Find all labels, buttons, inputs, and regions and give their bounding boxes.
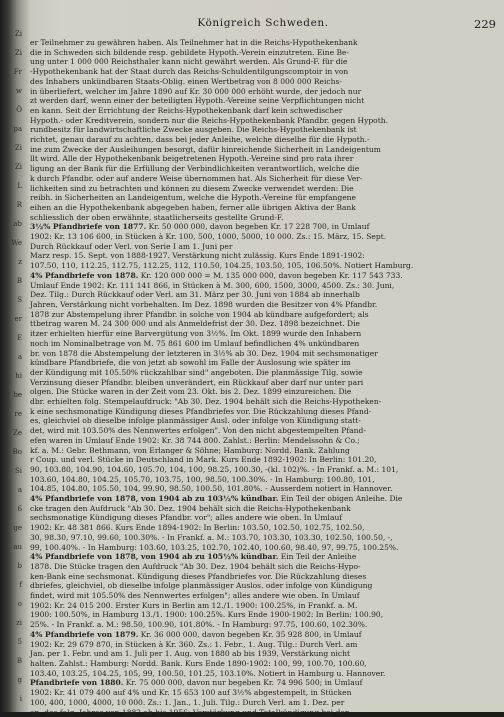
text-line: findet, wird mit 105.50% des Nennwertes erfolgen"; alles andere wie oben. In Umlauf (30, 591, 360, 601)
gutter-fragment: Ze (12, 429, 22, 437)
left-gutter-fragments (0, 30, 24, 712)
text-line: 1902: Kr. 24 015 200. Erster Kurs in Berlin am 12./1. 1900: 100.25%, in Frankf. a. M. (30, 600, 358, 610)
gutter-fragment: o (17, 600, 22, 608)
text-line: en kann. Seit der Errichtung der Reichs-Hypothekenbank darf kein schwedischer (30, 105, 343, 115)
gutter-fragment: Ö (16, 106, 22, 114)
gutter-fragment: Zi (14, 49, 22, 57)
running-header (24, 17, 502, 33)
text-line: 104.85, 104.80, 105.50, 104, 99.90, 98.50, 100.50, 101.80%. - Ausserdem notiert in Hannover. (30, 484, 393, 494)
text-line: ken-Bank eine sechsmonat. Kündigung dieses Pfandbriefes vor. Die Rückzahlung dieses (30, 571, 367, 581)
text-line: an. des folg. Jahres von 1882 ab bis 1956; Verstärkung und Totalkündigung bei den (30, 707, 350, 717)
section-heading-line: 4% Pfandbriefe von 1878, von 1904 ab zu 103½% kündbar. Ein Teil der obigen Anleihe. Die (30, 494, 403, 504)
section-heading-line: 4% Pfandbriefe von 1878. Kr. 120 000 000 = M. 135 000 000, davon begeben Kr. 117 543 733. (30, 270, 403, 280)
gutter-fragment: g (17, 676, 22, 684)
text-line: eihen an die Hypothekenbank abgegeben haben, ferner alle übrigen Aktiva der Bank (30, 202, 356, 212)
text-line: 103.40, 103.25, 104.25, 105, 99, 100.50, 101.25, 103.10%. Notiert in Hamburg u. Hannover. (30, 668, 386, 678)
page-title: Königreich Schweden. (197, 17, 329, 29)
gutter-fragment: ab (13, 220, 22, 228)
section-heading-line: 4% Pfandbriefe von 1878, von 1904 ab zu 105½% kündbar. Ein Teil der Anleihe (30, 552, 357, 562)
text-line: 1902: Kr. 13 106 600, in Stücken à Kr. 100, 500, 1000, 5000, 10 000. Zs.: 15. März, 15. Sept. (30, 232, 387, 242)
text-line: Dez. Tilg.: Durch Rückkauf oder Verl. am 31. März per 30. Juni von 1884 ab innerhalb (30, 290, 360, 300)
gutter-fragment: Zi (14, 163, 22, 171)
text-line: 1902: Kr. 29 679 870, in Stücken à Kr. 360. Zs.: 1. Febr., 1. Aug. Tilg.: Durch Verl. am (30, 639, 358, 649)
text-line: 1878 zur Abstempelung ihrer Pfandbr. in solche von 1904 ab kündbare aufgefordert; als (30, 309, 369, 319)
gutter-fragment: z (18, 258, 22, 266)
gutter-fragment: Si (14, 467, 22, 475)
text-line: Hypoth.- oder Kreditverein, sondern nur die Reichs-Hypothekenbank Pfandbr. gegen Hypoth. (30, 115, 389, 125)
gutter-fragment: Fr (13, 68, 22, 76)
gutter-fragment: B (16, 657, 22, 665)
text-line: kündbare Pfandbriefe, die von jetzt ab sowohl im Falle der Auslosung wie später im (30, 358, 351, 368)
text-line: 103.60, 104.80, 104.25, 105.70, 103.75, 100, 98.50, 100.30%. - In Hamburg: 100.80, 101, (30, 474, 375, 484)
gutter-fragment: R (16, 201, 22, 209)
text-line: br. von 1878 die Abstempelung der letzteren in 3½% ab 30. Dez. 1904 mit sechsmonatiger (30, 348, 378, 358)
text-line: reibh. in Sicherheiten an Landeigentum, welche die Hypoth.-Vereine für empfangene (30, 193, 356, 203)
text-line: ung unter 1 000 000 Reichsthaler kann nicht gewährt werden. Als Grund-F. für die (30, 57, 348, 67)
section-heading-line: 3½% Pfandbriefe von 1877. Kr. 50 000 000, davon begeben Kr. 17 228 700, in Umlauf (30, 222, 370, 232)
text-line: r Coup. und verl. Stücke in Deutschland in Mark. Kurs Ende 1892-1902: In Berlin: 101.20, (30, 455, 377, 465)
text-line: 90, 103.80, 104.90, 104.60, 105.70, 104, 100, 98.25, 100.30, -(kl. 102)%. - In Frankf. a. M.: 101, (30, 464, 399, 474)
text-line: det, wird mit 103.50% des Nennwertes erfolgen". Von den nicht abgestempelten Pfand- (30, 426, 366, 436)
text-line: 1902: Kr. 48 381 866. Kurs Ende 1894-1902: In Berlin: 103.50, 102.50, 102.75, 102.50, (30, 523, 365, 533)
text-line: ine zum Zwecke der Ausleihungen besorgt, dafür hinreichende Sicherheit in Landeigentum (30, 144, 381, 154)
text-line: noch im Nominalbetrage von M. 75 861 600 im Umlauf befindlichen 4% unkündbaren (30, 338, 360, 348)
gutter-fragment: Zi (14, 30, 22, 38)
text-line: sechsmonatige Kündigung dieses Pfandbr. vor"; alles andere wie oben. In Umlauf (30, 513, 343, 523)
text-line: schliesslich der oben erwähnte, staatlicherseits gestellte Grund-F. (30, 212, 284, 222)
gutter-fragment: b (17, 562, 22, 570)
gutter-fragment: er (14, 315, 22, 323)
text-line: dbr. erhielten folg. Stempelaufdruck: "Ab 30. Dez. 1904 behält sich die Reichs-Hypotheken- (30, 397, 382, 407)
gutter-fragment: hi (15, 372, 22, 380)
text-line: ttbetrag waren M. 24 300 000 und als Anmeldefrist der 30. Dez. 1898 bezeichnet. Die (30, 319, 360, 329)
text-line: cke tragen den Aufdruck "Ab 30. Dez. 1904 behält sich die Reichs-Hypothekenbank (30, 503, 351, 513)
text-line: -Hypothekenbank hat der Staat durch das Reichs-Schuldentilgungscomptoir in von (30, 67, 349, 77)
section-heading-line: Pfandbriefe von 1880. Kr. 75 000 000, davon nur begeben Kr. 74 996 500; in Umlauf (30, 678, 363, 688)
text-line: 100, 400, 1000, 4000, 10 000. Zs.: 1. Jan., 1. Juli. Tilg.: Durch Verl. am 1. Dez. per (30, 697, 345, 707)
text-line: Verzinsung dieser Pfandbr. bleiben unverändert, ein Rückkauf aber darf nur unter pari (30, 377, 364, 387)
text-line: zt werden darf, wenn einer der beteiligten Hypoth.-Vereine seine Verpflichtungen nicht (30, 96, 365, 106)
gutter-fragment: L (17, 182, 22, 190)
text-line: Umlauf Ende 1902: Kr. 111 141 866, in Stücken à M. 300, 600, 1500, 3000, 4500. Zs.: 30. Juni, (30, 280, 395, 290)
text-line: llt wird. Alle der Hypothekenbank beigetretenen Hypoth.-Vereine sind pro rata ihrer (30, 154, 354, 164)
text-line: er Teilnehmer zu gewähren haben. Als Teilnehmer hat in die Reichs-Hypothekenbank (30, 38, 358, 47)
text-line: efen waren in Umlauf Ende 1902: Kr. 38 744 800. Zahlst.: Berlin: Mendelssohn & Co.; (30, 435, 360, 445)
text-line: 1878. Die Stücke tragen den Aufdruck "Ab 30. Dez. 1904 behält sich die Reichs-Hypo- (30, 561, 361, 571)
gutter-fragment: 6 (17, 505, 22, 513)
text-line: k eine sechsmonatige Kündigung dieses Pfandbriefes vor. Die Rückzahlung dieses Pfand- (30, 406, 372, 416)
text-line: 99, 100.40%. - In Hamburg: 103.60, 103.25, 102.70, 102.40, 100.60, 98.40, 97, 99.75, 100.25%. (30, 542, 399, 552)
text-line: 30, 98.30, 97.10, 99.60, 100.30%. - In Frankf. a. M.: 103.70, 103.30, 103.30, 102.50, 100.50, -, (30, 532, 393, 542)
gutter-fragment: au (13, 543, 22, 551)
text-line: 1902: Kr. 41 079 400 auf 4% und Kr. 15 653 100 auf 3½% abgestempelt, in Stücken (30, 688, 352, 698)
page-number: 229 (474, 17, 496, 31)
text-line: kf. a. M.: Gebr. Bethmann, von Erlanger & Söhne; Hamburg: Nordd. Bank. Zahlung (30, 445, 350, 455)
text-line: dbriefes, gleichviel, ob dieselbe infolge planmässiger Auslos. oder infolge von Kündigung (30, 581, 373, 591)
gutter-fragment: We (11, 239, 22, 247)
text-line: Jahren, Verstärkung nicht vorbehalten. Im Dez. 1898 wurden die Besitzer von 4% Pfandbr. (30, 299, 378, 309)
text-line: Marz resp. 15. Sept. von 1888-1927. Verstärkung nicht zulässig. Kurs Ende 1891-1902: (30, 251, 365, 261)
text-line: 107.50, 110, 112.25, 112.75, 112.25, 112, 110.50, 104.25, 103.50, 105, 106.50%. Notiert Hamburg. (30, 261, 414, 271)
text-line: in überliefert, welcher im Jahre 1890 auf Kr. 30 000 000 erhöht wurde, der jedoch nur (30, 86, 362, 96)
gutter-fragment: be (13, 391, 22, 399)
text-line: der Kündigung mit 105.50% rückzahlbar sind" angeboten. Die planmässige Tilg. sowie (30, 367, 363, 377)
gutter-fragment: i (19, 695, 22, 703)
gutter-fragment: a (17, 486, 22, 494)
text-line: richtet, genau darauf zu achten, dass bei jeder Anleihe, welche dieselbe für die Hypoth.- (30, 135, 370, 145)
section-heading-line: 4% Pfandbriefe von 1879. Kr. 36 000 000, davon begeben Kr. 35 928 800, in Umlauf (30, 629, 362, 639)
text-line: halten. Zahlst.: Hamburg: Nordd. Bank. Kurs Ende 1890-1902: 100, 99, 100.70, 100.60, (30, 659, 367, 668)
text-line: ligung an der Bank für die Erfüllung der Verbindlichkeiten verantwortlich, welche die (30, 164, 360, 174)
gutter-fragment: 5 (17, 638, 22, 646)
text-line: olgen. Die Stücke waren in der Zeit vom 23. Okt. bis 2. Dez. 1899 einzureichen. Die (30, 387, 352, 397)
gutter-fragment: B (16, 277, 22, 285)
gutter-fragment: pa (13, 125, 22, 133)
body-text (30, 38, 500, 717)
text-line: 25%. - In Frankf. a. M.: 98.50, 100.90, 101.80%. - In Hamburg: 97.75, 100.60, 102.30%. (30, 620, 368, 630)
text-line: Durch Rückkauf oder Verl. von Serie I am 1. Juni per (30, 241, 233, 251)
gutter-fragment: Bo (12, 448, 22, 456)
text-line: des Inhabers unkündbaren Staats-Oblig. einen Wertbetrag von 8 000 000 Reichs- (30, 76, 342, 86)
text-line: rundbesitz für landwirtschaftliche Zwecke ausgeben. Die Reichs-Hypothekenbank ist (30, 125, 357, 135)
text-line: k durch Pfandbr. oder auf andere Weise übernommen hat. Als Sicherheit für diese Ver- (30, 173, 363, 183)
text-line: Jan. per 1. Febr. und am 1. Juli per 1. Aug. von 1880 ab bis 1939, Verstärkung nicht (30, 649, 351, 659)
gutter-fragment: zi (16, 619, 22, 627)
gutter-fragment: Zi (14, 144, 22, 152)
gutter-fragment: S (17, 296, 22, 304)
text-line: lichkeiten sind zu betrachten und können zu diesem Zwecke verwendet werden: Die (30, 183, 354, 193)
gutter-fragment: a (17, 353, 22, 361)
gutter-fragment: re (14, 410, 22, 418)
text-line: 1900: 100.50%, in Hamburg 13./1. 1900: 100.25%. Kurs Ende 1900-1902: In Berlin: 100.90, (30, 610, 384, 620)
gutter-fragment: f (19, 581, 22, 589)
text-line: die in Schweden sich bildende resp. gebildete Hypoth.-Verein einzutreten. Eine Be- (30, 47, 350, 57)
gutter-fragment: w (16, 87, 22, 95)
text-line: itzer erhielten hierfür eine Barvergütung von 3½%. Im Okt. 1899 wurde den Inhabern (30, 329, 362, 339)
gutter-fragment: ge (13, 524, 22, 532)
gutter-fragment: E (16, 334, 22, 342)
text-line: es, gleichviel ob dieselbe infolge planmässiger Ausl. oder infolge von Kündigung statt- (30, 416, 361, 426)
